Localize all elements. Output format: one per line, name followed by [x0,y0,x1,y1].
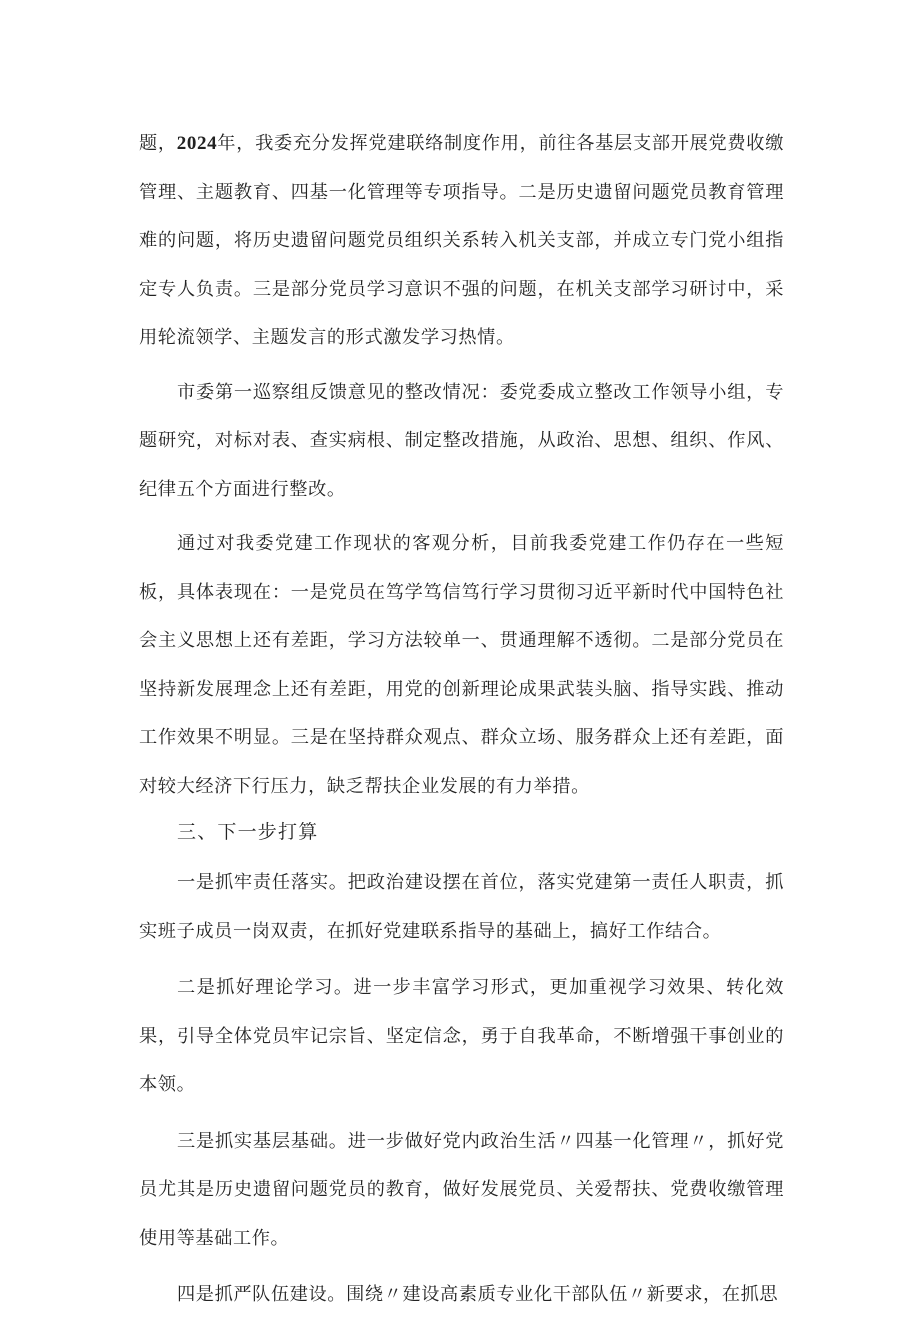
paragraph-continuation [139,120,784,363]
document-body [139,120,784,1320]
paragraph-rest: 年，我委充分发挥党建联络制度作用，前往各基层支部开展党费收缴管理、主题教育、四基一化管理等专项指导。二是历史遗留问题党员教育管理难的问题，将历史遗留问题党员组织关系转入机关支部，并成立专门党小组指定专人负责。三是部分党员学习意识不强的问题，在机关支部学习研讨中，采用轮流领学、主题发言的形式激发学习热情。 [139,133,784,348]
section-heading: 三、下一步打算 [177,821,319,843]
year-number: 2024 [176,133,218,154]
paragraph-plan-4: 四是抓严队伍建设。围绕〃建设高素质专业化干部队伍〃新要求，在抓思 [177,1284,779,1305]
paragraph-plan-2: 二是抓好理论学习。进一步丰富学习形式，更加重视学习效果、转化效果，引导全体党员牢记宗旨、坚定信念，勇于自我革命，不断增强干事创业的本领。 [139,977,784,1095]
paragraph-inspection-feedback: 市委第一巡察组反馈意见的整改情况：委党委成立整改工作领导小组，专题研究，对标对表、查实病根、制定整改措施，从政治、思想、组织、作风、纪律五个方面进行整改。 [139,381,784,500]
paragraph-plan-1: 一是抓牢责任落实。把政治建设摆在首位，落实党建第一责任人职责，抓实班子成员一岗双责，在抓好党建联系指导的基础上，搞好工作结合。 [139,872,784,942]
paragraph-shortcomings: 通过对我委党建工作现状的客观分析，目前我委党建工作仍存在一些短板，具体表现在：一是党员在笃学笃信笃行学习贯彻习近平新时代中国特色社会主义思想上还有差距，学习方法较单一、贯通理解不透彻。二是部分党员在坚持新发展理念上还有差距，用党的创新理论成果武装头脑、指导实践、推动工作效果不明显。三是在坚持群众观点、群众立场、服务群众上还有差距，面对较大经济下行压力，缺乏帮扶企业发展的有力举措。 [139,533,784,797]
paragraph-plan-3: 三是抓实基层基础。进一步做好党内政治生活〃四基一化管理〃，抓好党员尤其是历史遗留问题党员的教育，做好发展党员、关爱帮扶、党费收缴管理使用等基础工作。 [139,1130,784,1249]
paragraph-lead: 题， [139,133,177,154]
